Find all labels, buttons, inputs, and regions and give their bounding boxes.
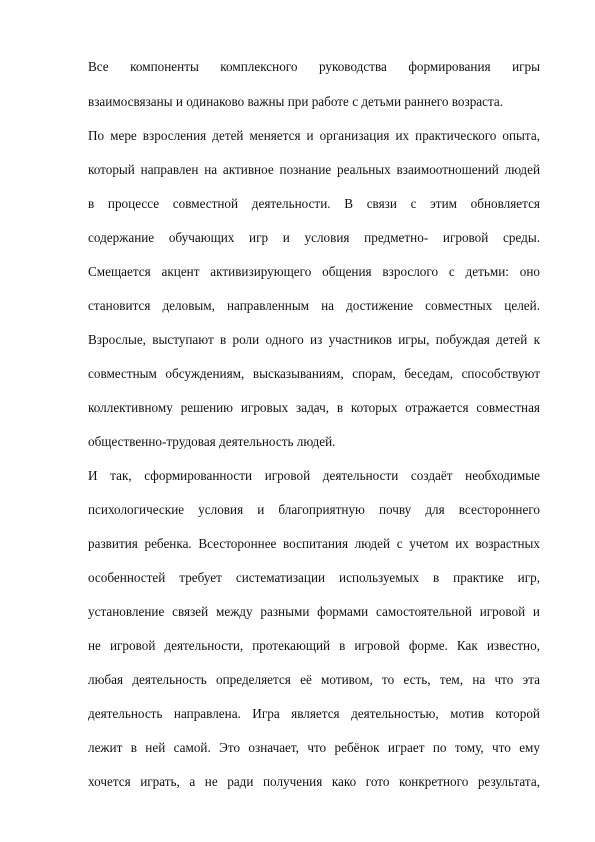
text-line: Все компоненты комплексного руководства формирования игры: [88, 59, 540, 74]
text-line: психологические условия и благоприятную почву для всестороннего: [88, 502, 540, 517]
text-line: установление связей между разными формами самостоятельной игровой и: [88, 604, 540, 619]
text-line: лежит в ней самой. Это означает, что ребёнок играет по тому, что ему: [88, 740, 540, 755]
text-line: развития ребенка. Всестороннее воспитания людей с учетом их возрастных: [88, 536, 540, 551]
text-line: любая деятельность определяется её мотивом, то есть, тем, на что эта: [88, 672, 540, 687]
text-line: взаимосвязаны и одинаково важны при работе с детьми раннего возраста.: [88, 94, 504, 109]
text-line: По мере взросления детей меняется и организация их практического опыта,: [88, 128, 540, 143]
text-line: в процессе совместной деятельности. В связи с этим обновляется: [88, 196, 540, 211]
text-line: содержание обучающих игр и условия предметно- игровой среды.: [88, 230, 540, 245]
text-line: совместным обсуждениям, высказываниям, спорам, беседам, способствуют: [88, 366, 540, 381]
text-line: не игровой деятельности, протекающий в игровой форме. Как известно,: [88, 638, 540, 653]
text-line: деятельность направлена. Игра является деятельностью, мотив которой: [88, 706, 540, 721]
text-line: хочется играть, а не ради получения како гото конкретного результата,: [88, 774, 540, 789]
text-line: общественно-трудовая деятельность людей.: [88, 434, 336, 449]
text-line: Смещается акцент активизирующего общения взрослого с детьми: оно: [88, 264, 540, 279]
text-line: Взрослые, выступают в роли одного из участников игры, побуждая детей к: [88, 332, 540, 347]
text-line: особенностей требует систематизации используемых в практике игр,: [88, 570, 540, 585]
text-line: коллективному решению игровых задач, в которых отражается совместная: [88, 400, 540, 415]
text-line: становится деловым, направленным на достижение совместных целей.: [88, 298, 540, 313]
text-line: И так, сформированности игровой деятельности создаёт необходимые: [88, 468, 540, 483]
text-line: который направлен на активное познание реальных взаимоотношений людей: [88, 162, 540, 177]
